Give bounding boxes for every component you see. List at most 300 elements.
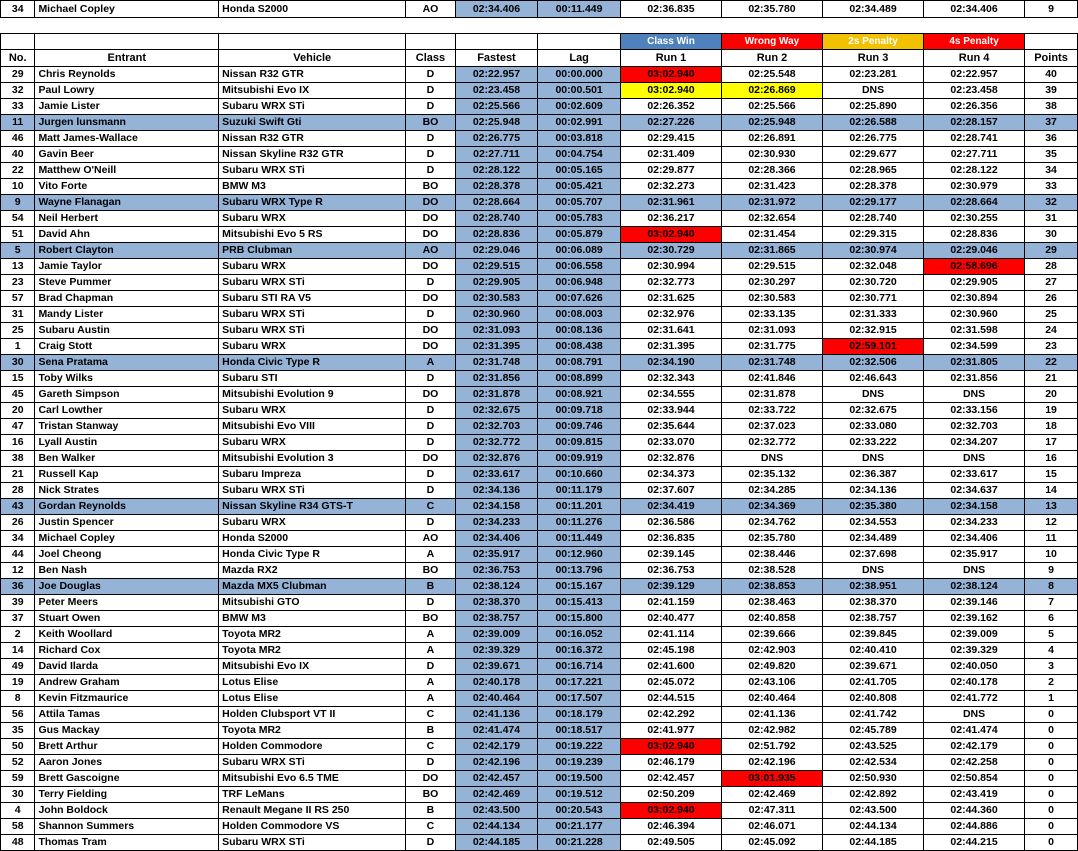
table-row[interactable] <box>1 355 1078 371</box>
table-row[interactable] <box>1 147 1078 163</box>
cell-run1: 02:34.419 <box>620 499 721 515</box>
cell-run4: 02:34.637 <box>924 483 1025 499</box>
table-row[interactable] <box>1 227 1078 243</box>
cell-no: 54 <box>1 211 35 227</box>
cell-vehicle: Subaru WRX <box>219 403 406 419</box>
cell-class: D <box>406 147 455 163</box>
cell-lag: 00:05.165 <box>538 163 621 179</box>
cell-lag: 00:09.815 <box>538 435 621 451</box>
legend-wrong-way: Wrong Way <box>721 34 822 50</box>
cell-entrant: Ben Nash <box>35 563 219 579</box>
cell-run4: 02:58.696 <box>924 259 1025 275</box>
table-row[interactable] <box>1 435 1078 451</box>
cell-class: DO <box>406 323 455 339</box>
cell-vehicle: Nissan Skyline R34 GTS-T <box>219 499 406 515</box>
cell-entrant: Keith Woollard <box>35 627 219 643</box>
legend-2s-penalty: 2s Penalty <box>823 34 924 50</box>
cell-points: 2 <box>1025 675 1078 691</box>
cell-lag: 00:06.948 <box>538 275 621 291</box>
cell-run3: 02:38.757 <box>823 611 924 627</box>
cell-run3: 02:45.789 <box>823 723 924 739</box>
cell-run1: 02:36.835 <box>620 531 721 547</box>
cell-fastest: 02:31.395 <box>455 339 538 355</box>
cell-run4: 02:33.156 <box>924 403 1025 419</box>
cell-class: DO <box>406 195 455 211</box>
cell-run4: DNS <box>924 451 1025 467</box>
cell-fastest: 02:32.703 <box>455 419 538 435</box>
cell-run1: 02:40.477 <box>620 611 721 627</box>
cell-no: 13 <box>1 259 35 275</box>
cell-run3: 02:29.177 <box>823 195 924 211</box>
table-row[interactable] <box>1 179 1078 195</box>
table-row[interactable] <box>1 563 1078 579</box>
table-row[interactable] <box>1 611 1078 627</box>
cell-vehicle: Nissan R32 GTR <box>219 131 406 147</box>
cell-fastest: 02:25.948 <box>455 115 538 131</box>
cell-vehicle: Mitsubishi GTO <box>219 595 406 611</box>
cell-no: 5 <box>1 243 35 259</box>
cell-run2: 02:34.369 <box>721 499 822 515</box>
cell-lag: 00:15.167 <box>538 579 621 595</box>
cell-lag: 00:11.201 <box>538 499 621 515</box>
legend-row <box>1 34 1078 50</box>
cell-entrant: Terry Fielding <box>35 787 219 803</box>
cell-run3: DNS <box>823 387 924 403</box>
cell-fastest: 02:42.469 <box>455 787 538 803</box>
cell-run4: 02:29.046 <box>924 243 1025 259</box>
cell-class: DO <box>406 259 455 275</box>
cell-run2: 02:46.071 <box>721 819 822 835</box>
cell-class: C <box>406 707 455 723</box>
cell-fastest: 02:42.179 <box>455 739 538 755</box>
header-run1: Run 1 <box>620 50 721 67</box>
cell-run2: 02:51.792 <box>721 739 822 755</box>
cell-class: D <box>406 435 455 451</box>
cell-fastest: 02:31.878 <box>455 387 538 403</box>
cell-vehicle: Subaru WRX STi <box>219 163 406 179</box>
cell-run3: 02:33.222 <box>823 435 924 451</box>
cell-run3: 02:34.553 <box>823 515 924 531</box>
cell-class: DO <box>406 451 455 467</box>
cell-run2: 02:29.515 <box>721 259 822 275</box>
cell-points: 0 <box>1025 723 1078 739</box>
cell-vehicle: Mitsubishi Evolution 9 <box>219 387 406 403</box>
cell-fastest: 02:32.876 <box>455 451 538 467</box>
cell-fastest: 02:29.046 <box>455 243 538 259</box>
table-row[interactable] <box>1 419 1078 435</box>
cell-lag: 00:05.421 <box>538 179 621 195</box>
cell-run2: 02:31.972 <box>721 195 822 211</box>
table-row[interactable] <box>1 691 1078 707</box>
cell-class: A <box>406 547 455 563</box>
cell-lag: 00:07.626 <box>538 291 621 307</box>
cell-points: 0 <box>1025 803 1078 819</box>
cell-class: D <box>406 403 455 419</box>
cell-entrant: Gareth Simpson <box>35 387 219 403</box>
table-row[interactable] <box>1 339 1078 355</box>
cell-run3: 02:40.808 <box>823 691 924 707</box>
cell-run3: 02:59.101 <box>823 339 924 355</box>
cell-run3: 02:39.845 <box>823 627 924 643</box>
cell-no: 8 <box>1 691 35 707</box>
cell-entrant: Steve Pummer <box>35 275 219 291</box>
cell-points: 38 <box>1025 99 1078 115</box>
cell-fastest: 02:34.233 <box>455 515 538 531</box>
cell-lag: 00:08.136 <box>538 323 621 339</box>
cell-entrant: Tristan Stanway <box>35 419 219 435</box>
cell-entrant: Richard Cox <box>35 643 219 659</box>
table-row[interactable] <box>1 803 1078 819</box>
cell-vehicle: Renault Megane II RS 250 <box>219 803 406 819</box>
cell-fastest: 02:34.158 <box>455 499 538 515</box>
cell-points: 0 <box>1025 787 1078 803</box>
header-entrant: Entrant <box>35 50 219 67</box>
cell-lag: 00:15.413 <box>538 595 621 611</box>
cell-points: 40 <box>1025 67 1078 83</box>
table-row[interactable] <box>1 131 1078 147</box>
cell-run1: 02:33.944 <box>620 403 721 419</box>
cell-run3: 02:42.892 <box>823 787 924 803</box>
cell-run1: 02:41.159 <box>620 595 721 611</box>
cell-lag: 00:11.276 <box>538 515 621 531</box>
cell-no: 49 <box>1 659 35 675</box>
cell-run2: 02:28.366 <box>721 163 822 179</box>
cell-entrant: Jamie Lister <box>35 99 219 115</box>
cell-run1: 02:42.457 <box>620 771 721 787</box>
table-row[interactable] <box>1 787 1078 803</box>
table-row[interactable] <box>1 739 1078 755</box>
cell-run3: 02:38.951 <box>823 579 924 595</box>
cell-vehicle: Toyota MR2 <box>219 723 406 739</box>
table-row[interactable] <box>1 307 1078 323</box>
cell-run4: 02:34.599 <box>924 339 1025 355</box>
cell-run1: 02:39.145 <box>620 547 721 563</box>
cell-entrant: David Ilarda <box>35 659 219 675</box>
cell-no: 52 <box>1 755 35 771</box>
cell-entrant: Chris Reynolds <box>35 67 219 83</box>
cell-run1: 02:50.209 <box>620 787 721 803</box>
table-row[interactable] <box>1 275 1078 291</box>
cell-run4: 02:39.146 <box>924 595 1025 611</box>
cell-entrant: Michael Copley <box>35 531 219 547</box>
cell-vehicle: Subaru WRX Type R <box>219 195 406 211</box>
cell-run4: 02:34.207 <box>924 435 1025 451</box>
cell-run3: 02:32.915 <box>823 323 924 339</box>
table-row[interactable] <box>1 835 1078 851</box>
cell-run4: 02:26.356 <box>924 99 1025 115</box>
cell-no: 26 <box>1 515 35 531</box>
cell-lag: 00:05.783 <box>538 211 621 227</box>
cell-fastest: 02:39.671 <box>455 659 538 675</box>
cell-fastest: 02:31.093 <box>455 323 538 339</box>
cell-vehicle: Subaru WRX STi <box>219 323 406 339</box>
cell-vehicle: Subaru WRX STi <box>219 99 406 115</box>
cell-run3: 02:23.281 <box>823 67 924 83</box>
cell-fastest: 02:43.500 <box>455 803 538 819</box>
cell-run3: 02:32.048 <box>823 259 924 275</box>
cell-points: 37 <box>1025 115 1078 131</box>
cell-no: 11 <box>1 115 35 131</box>
cell-run2: 02:31.454 <box>721 227 822 243</box>
cell-points: 12 <box>1025 515 1078 531</box>
cell-lag: 00:12.960 <box>538 547 621 563</box>
table-row[interactable] <box>1 515 1078 531</box>
cell-class: C <box>406 819 455 835</box>
cell-run3: 02:39.671 <box>823 659 924 675</box>
cell-class: B <box>406 803 455 819</box>
table-row[interactable] <box>1 83 1078 99</box>
cell-run2: 03:01.935 <box>721 771 822 787</box>
cell-run1: 02:45.198 <box>620 643 721 659</box>
cell-run2: 02:31.865 <box>721 243 822 259</box>
table-row[interactable] <box>1 483 1078 499</box>
cell-fastest: 02:32.675 <box>455 403 538 419</box>
cell-no: 58 <box>1 819 35 835</box>
table-row[interactable] <box>1 723 1078 739</box>
cell-points: 8 <box>1025 579 1078 595</box>
cell-fastest: 02:26.775 <box>455 131 538 147</box>
cell-points: 4 <box>1025 643 1078 659</box>
cell-vehicle: Lotus Elise <box>219 675 406 691</box>
cell-run1: 02:46.394 <box>620 819 721 835</box>
cell-run3: 02:46.643 <box>823 371 924 387</box>
cell-run3: 02:44.185 <box>823 835 924 851</box>
cell-run1: 02:30.729 <box>620 243 721 259</box>
cell-run4: 02:28.664 <box>924 195 1025 211</box>
cell-points: 20 <box>1025 387 1078 403</box>
cell-entrant: Aaron Jones <box>35 755 219 771</box>
cell-vehicle: BMW M3 <box>219 179 406 195</box>
cell-run1: 02:46.179 <box>620 755 721 771</box>
cell-points: 27 <box>1025 275 1078 291</box>
table-row[interactable] <box>1 579 1078 595</box>
table-row[interactable] <box>1 819 1078 835</box>
cell-run3: 02:34.489 <box>823 1 924 18</box>
cell-run4: DNS <box>924 707 1025 723</box>
cell-fastest: 02:40.464 <box>455 691 538 707</box>
cell-run2: DNS <box>721 451 822 467</box>
cell-fastest: 02:44.134 <box>455 819 538 835</box>
cell-entrant: Carl Lowther <box>35 403 219 419</box>
cell-run2: 02:34.762 <box>721 515 822 531</box>
cell-points: 39 <box>1025 83 1078 99</box>
cell-run3: 02:30.974 <box>823 243 924 259</box>
cell-entrant: John Boldock <box>35 803 219 819</box>
cell-lag: 00:06.558 <box>538 259 621 275</box>
cell-points: 29 <box>1025 243 1078 259</box>
cell-lag: 00:08.003 <box>538 307 621 323</box>
cell-fastest: 02:28.836 <box>455 227 538 243</box>
cell-points: 31 <box>1025 211 1078 227</box>
cell-run2: 02:30.930 <box>721 147 822 163</box>
cell-points: 32 <box>1025 195 1078 211</box>
cell-run3: DNS <box>823 451 924 467</box>
cell-vehicle: BMW M3 <box>219 611 406 627</box>
cell-run4: 02:43.419 <box>924 787 1025 803</box>
cell-run2: 02:31.093 <box>721 323 822 339</box>
cell-no: 30 <box>1 787 35 803</box>
table-row[interactable] <box>1 323 1078 339</box>
table-row[interactable] <box>1 707 1078 723</box>
cell-fastest: 02:39.009 <box>455 627 538 643</box>
cell-points: 16 <box>1025 451 1078 467</box>
cell-class: A <box>406 691 455 707</box>
cell-vehicle: Honda Civic Type R <box>219 547 406 563</box>
cell-lag: 00:19.222 <box>538 739 621 755</box>
cell-lag: 00:17.221 <box>538 675 621 691</box>
cell-no: 44 <box>1 547 35 563</box>
cell-points: 10 <box>1025 547 1078 563</box>
cell-class: BO <box>406 787 455 803</box>
table-row[interactable] <box>1 547 1078 563</box>
cell-vehicle: PRB Clubman <box>219 243 406 259</box>
cell-run3: 02:30.720 <box>823 275 924 291</box>
cell-lag: 00:04.754 <box>538 147 621 163</box>
cell-run2: 02:32.772 <box>721 435 822 451</box>
table-row[interactable] <box>1 259 1078 275</box>
cell-run4: 02:28.836 <box>924 227 1025 243</box>
cell-lag: 00:08.899 <box>538 371 621 387</box>
cell-run4: 02:27.711 <box>924 147 1025 163</box>
cell-vehicle: Subaru WRX <box>219 339 406 355</box>
cell-run2: 02:30.297 <box>721 275 822 291</box>
table-row[interactable] <box>1 675 1078 691</box>
table-row[interactable] <box>1 243 1078 259</box>
cell-points: 3 <box>1025 659 1078 675</box>
cell-vehicle: Subaru Impreza <box>219 467 406 483</box>
cell-run2: 02:43.106 <box>721 675 822 691</box>
cell-lag: 00:05.707 <box>538 195 621 211</box>
table-row[interactable] <box>1 755 1078 771</box>
table-row[interactable] <box>1 211 1078 227</box>
cell-run2: 02:47.311 <box>721 803 822 819</box>
table-row[interactable] <box>1 771 1078 787</box>
cell-entrant: Matthew O'Neill <box>35 163 219 179</box>
cell-class: B <box>406 723 455 739</box>
table-row[interactable] <box>1 659 1078 675</box>
table-row[interactable] <box>1 371 1078 387</box>
cell-run2: 02:31.748 <box>721 355 822 371</box>
table-row[interactable] <box>1 451 1078 467</box>
cell-run3: 02:42.534 <box>823 755 924 771</box>
header-points: Points <box>1025 50 1078 67</box>
cell-vehicle: Lotus Elise <box>219 691 406 707</box>
cell-run1: 03:02.940 <box>620 227 721 243</box>
cell-run3: 02:34.136 <box>823 483 924 499</box>
cell-entrant: Gus Mackay <box>35 723 219 739</box>
cell-points: 0 <box>1025 819 1078 835</box>
table-row[interactable] <box>1 195 1078 211</box>
cell-class: DO <box>406 227 455 243</box>
table-row[interactable] <box>1 99 1078 115</box>
cell-lag: 00:02.609 <box>538 99 621 115</box>
cell-run4: 02:30.255 <box>924 211 1025 227</box>
cell-run4: 02:39.162 <box>924 611 1025 627</box>
cell-no: 20 <box>1 403 35 419</box>
table-row[interactable] <box>1 499 1078 515</box>
cell-points: 21 <box>1025 371 1078 387</box>
cell-entrant: Brett Gascoigne <box>35 771 219 787</box>
cell-class: DO <box>406 771 455 787</box>
cell-class: D <box>406 835 455 851</box>
cell-run4: 02:44.886 <box>924 819 1025 835</box>
cell-fastest: 02:35.917 <box>455 547 538 563</box>
cell-fastest: 02:38.370 <box>455 595 538 611</box>
table-row[interactable] <box>1 387 1078 403</box>
cell-points: 15 <box>1025 467 1078 483</box>
cell-class: AO <box>406 531 455 547</box>
table-row[interactable] <box>1 467 1078 483</box>
cell-fastest: 02:33.617 <box>455 467 538 483</box>
cell-run3: 02:29.315 <box>823 227 924 243</box>
cell-class: C <box>406 499 455 515</box>
cell-points: 5 <box>1025 627 1078 643</box>
cell-fastest: 02:27.711 <box>455 147 538 163</box>
cell-entrant: Craig Stott <box>35 339 219 355</box>
cell-run4: 02:28.741 <box>924 131 1025 147</box>
cell-vehicle: Subaru STI <box>219 371 406 387</box>
cell-run3: 02:28.965 <box>823 163 924 179</box>
cell-run2: 02:38.463 <box>721 595 822 611</box>
cell-lag: 00:17.507 <box>538 691 621 707</box>
table-row[interactable] <box>1 643 1078 659</box>
cell-no: 48 <box>1 835 35 851</box>
cell-run2: 02:34.285 <box>721 483 822 499</box>
cell-run1: 02:37.607 <box>620 483 721 499</box>
cell-class: D <box>406 131 455 147</box>
cell-run3: 02:35.380 <box>823 499 924 515</box>
table-row[interactable] <box>1 627 1078 643</box>
cell-run3: DNS <box>823 83 924 99</box>
table-row[interactable] <box>1 403 1078 419</box>
table-row[interactable] <box>1 291 1078 307</box>
cell-entrant: Jurgen lunsmann <box>35 115 219 131</box>
cell-lag: 00:02.991 <box>538 115 621 131</box>
cell-class: AO <box>406 1 455 18</box>
cell-class: D <box>406 163 455 179</box>
cell-run1: 02:31.961 <box>620 195 721 211</box>
cell-run1: 02:32.773 <box>620 275 721 291</box>
table-row[interactable] <box>1 595 1078 611</box>
cell-run2: 02:39.666 <box>721 627 822 643</box>
table-row[interactable] <box>1 531 1078 547</box>
cell-run3: 02:26.775 <box>823 131 924 147</box>
cell-fastest: 02:29.515 <box>455 259 538 275</box>
cell-points: 0 <box>1025 771 1078 787</box>
table-row[interactable] <box>1 163 1078 179</box>
cell-run2: 02:26.869 <box>721 83 822 99</box>
cell-points: 36 <box>1025 131 1078 147</box>
cell-no: 36 <box>1 579 35 595</box>
cell-no: 37 <box>1 611 35 627</box>
cell-run2: 02:42.982 <box>721 723 822 739</box>
cell-lag: 00:08.791 <box>538 355 621 371</box>
cell-class: D <box>406 515 455 531</box>
cell-run1: 02:29.415 <box>620 131 721 147</box>
cell-run1: 03:02.940 <box>620 803 721 819</box>
table-row[interactable] <box>1 115 1078 131</box>
cell-lag: 00:16.714 <box>538 659 621 675</box>
cell-vehicle: Subaru WRX STi <box>219 307 406 323</box>
cell-no: 4 <box>1 803 35 819</box>
cell-class: D <box>406 67 455 83</box>
table-row[interactable] <box>1 67 1078 83</box>
cell-no: 39 <box>1 595 35 611</box>
cell-fastest: 02:41.136 <box>455 707 538 723</box>
cell-run4: DNS <box>924 563 1025 579</box>
cell-run1: 02:31.641 <box>620 323 721 339</box>
cell-run1: 02:42.292 <box>620 707 721 723</box>
